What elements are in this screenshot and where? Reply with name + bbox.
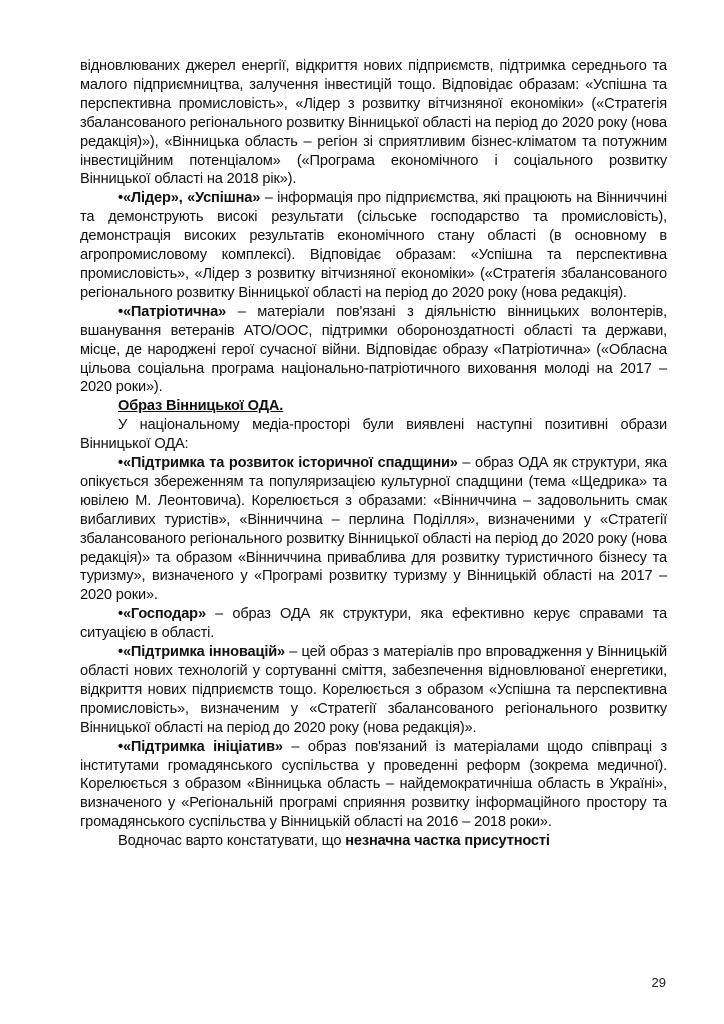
section-heading: Образ Вінницької ОДА.: [118, 398, 284, 415]
paragraph-continuation: відновлюваних джерел енергії, відкриття нових підприємств, підтримка середнього та малого підприємництва, залучення інвестицій тощо. Відповідає образам: «Успішна та перспективна промисловість», «Лідер з розвитку вітчизняної економіки» («Стратегія збалансованого регіонального розвитку Вінницької області на період до 2020 року (нова редакція)»), «Вінницька область – регіон зі сприятливим бізнес-кліматом та потужним інвестиційним потенціалом» («Програма економічного і соціального розвитку Вінницької області на 2018 рік»).: [80, 58, 667, 188]
paragraph-text: – інформація про підприємства, які працюють на Вінниччині та демонструють високі результати (сільське господарство та промисловість), демонстрація високих результатів економічного стану області (в основному в агропромисловому комплексі). Відповідає образам: «Успішна та перспективна промисловість», «Лідер з розвитку вітчизняної економіки» («Стратегія збалансованого регіонального розвитку Вінницької області на період до 2020 року (нова редакція).: [80, 190, 667, 301]
image-label-master: •«Господар»: [118, 606, 206, 623]
paragraph-leader-successful: [80, 189, 667, 302]
paragraph-conclusion: [80, 832, 667, 851]
paragraph-text: – цей образ з матеріалів про впровадження у Вінницькій області нових технологій у сортуванні сміття, забезпечення відновлюваної енергетики, відкриття нових підприємств тощо. Корелюється з образом «Успішна та перспективна промисловість», визначеним у «Стратегії збалансованого регіонального розвитку Вінницької області на період до 2020 року (нова редакція)».: [80, 644, 667, 736]
image-label-leader-successful: •«Лідер», «Успішна»: [118, 190, 261, 207]
image-label-innovation: •«Підтримка інновацій»: [118, 644, 286, 661]
paragraph-innovation: [80, 643, 667, 738]
image-label-patriotic: •«Патріотична»: [118, 303, 227, 320]
paragraph-master: [80, 605, 667, 643]
image-label-heritage: •«Підтримка та розвиток історичної спадщини»: [118, 455, 458, 472]
paragraph-text: – образ ОДА як структури, яка ефективно керує справами та ситуацією в області.: [80, 606, 667, 642]
page-number: 29: [651, 975, 666, 990]
paragraph-text: – образ ОДА як структури, яка опікується збереженням та популяризацією культурної спадщини (тема «Щедрика» та ювілею М. Леонтовича). Корелюється з образами: «Вінниччина – задовольнить смак вибагливих туристів», «Вінниччина – перлина Поділля», визначеними у «Стратегії збалансованого регіонального розвитку Вінницької області на період до 2020 року (нова редакція)» та образом «Вінниччина приваблива для розвитку туристичного бізнесу та туризму», визначеного у «Програмі розвитку туризму у Вінницькій області на 2017 – 2020 роки».: [80, 455, 668, 604]
paragraph-text: Водночас варто констатувати, що: [118, 833, 346, 850]
paragraph-heritage: [80, 454, 667, 605]
paragraph-initiatives: [80, 738, 667, 833]
emphasis-text: незначна частка присутності: [345, 833, 550, 850]
paragraph-patriotic: [80, 303, 667, 398]
image-label-initiatives: •«Підтримка ініціатив»: [118, 738, 283, 755]
paragraph-intro: У національному медіа-просторі були виявлені наступні позитивні образи Вінницької ОДА:: [80, 417, 667, 453]
paragraph-text: – матеріали пов'язані з діяльністю вінницьких волонтерів, вшанування ветеранів АТО/ООС, підтримки обороноздатності області та держави, місце, де народжені герої сучасної війни. Відповідає образу «Патріотична» («Обласна цільова соціальна програма національно-патріотичного виховання молоді на 2017 – 2020 роки»).: [80, 303, 667, 396]
document-body: [80, 57, 667, 851]
paragraph-text: – образ пов'язаний із матеріалами щодо співпраці з інститутами громадянського суспільства у проведенні реформ (зокрема медичної). Корелюється з образом «Вінницька область – найдемократичніша область в Україні», визначеного у «Регіональній програмі сприяння розвитку інформаційного простору та громадянського суспільства у Вінницькій області на 2016 – 2018 роки».: [80, 738, 667, 831]
